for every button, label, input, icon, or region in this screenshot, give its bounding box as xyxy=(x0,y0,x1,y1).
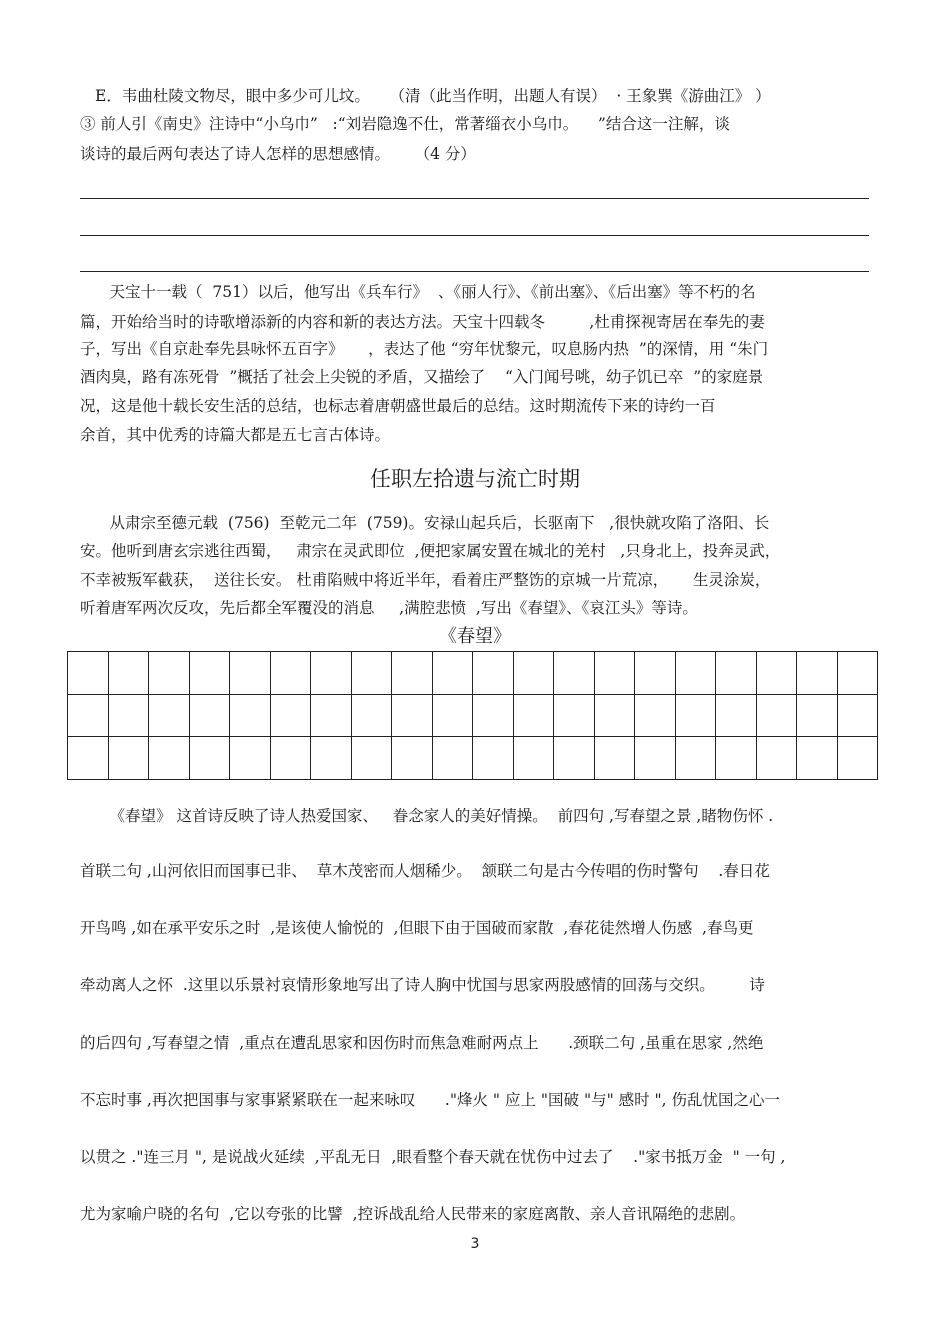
para1-line: 子，写出《自京赴奉先县咏怀五百字》 ，表达了他 “穷年忧黎元，叹息肠内热 ”的深情，用 “朱门 xyxy=(80,340,769,358)
poem-title: 《春望》 xyxy=(439,626,511,647)
grid-cell xyxy=(68,694,109,737)
grid-cell xyxy=(594,652,635,695)
para1-line: 天宝十一载（ 751）以后，他写出《兵车行》 、《丽人行》、《前出塞》、《后出塞》等不朽的名 xyxy=(80,283,756,301)
grid-cell xyxy=(594,737,635,780)
grid-cell xyxy=(108,737,149,780)
grid-cell xyxy=(189,652,230,695)
grid-cell xyxy=(635,737,676,780)
section-heading: 任职左拾遗与流亡时期 xyxy=(370,467,580,491)
grid-cell xyxy=(513,694,554,737)
grid-cell xyxy=(554,694,595,737)
grid-cell xyxy=(311,652,352,695)
grid-cell xyxy=(392,737,433,780)
grid-cell xyxy=(635,694,676,737)
writing-grid xyxy=(67,651,878,780)
grid-cell xyxy=(756,652,797,695)
option-e: E．韦曲杜陵文物尽，眼中多少可儿坟。 （清（此当作明，出题人有误） · 王象巽《游曲江》 ） xyxy=(95,87,771,105)
grid-cell xyxy=(189,737,230,780)
grid-cell xyxy=(837,694,878,737)
grid-cell xyxy=(392,652,433,695)
grid-cell xyxy=(351,694,392,737)
grid-cell xyxy=(797,694,838,737)
grid-cell xyxy=(837,652,878,695)
grid-cell xyxy=(270,652,311,695)
para1-line: 篇，开始给当时的诗歌增添新的内容和新的表达方法。天宝十四载冬 ,杜甫探视寄居在奉先的妻 xyxy=(80,313,765,331)
grid-cell xyxy=(675,737,716,780)
grid-cell xyxy=(594,694,635,737)
para2-line: 从肃宗至德元载 (756) 至乾元二年 (759)。安禄山起兵后，长驱南下 ,很快就攻陷了洛阳、长 xyxy=(80,514,770,532)
para3-line: 的后四句 ,写春望之情 ,重点在遭乱思家和因伤时而焦急难耐两点上 .颈联二句 ,虽重在思家 ,然绝 xyxy=(80,1034,764,1052)
grid-row xyxy=(68,652,878,695)
grid-cell xyxy=(149,652,190,695)
grid-cell xyxy=(554,652,595,695)
para1-line: 况，这是他十载长安生活的总结，也标志着唐朝盛世最后的总结。这时期流传下来的诗约一百 xyxy=(80,397,716,415)
grid-cell xyxy=(432,652,473,695)
answer-line-2 xyxy=(80,235,869,236)
grid-cell xyxy=(716,652,757,695)
grid-cell xyxy=(675,694,716,737)
para2-line: 不幸被叛军截获， 送往长安。 杜甫陷贼中将近半年，看着庄严整饬的京城一片荒凉， 生灵涂炭， xyxy=(80,571,771,589)
grid-cell xyxy=(270,694,311,737)
grid-cell xyxy=(432,737,473,780)
grid-cell xyxy=(473,694,514,737)
para3-line: 《春望》 这首诗反映了诗人热爱国家、 眷念家人的美好情操。 前四句 ,写春望之景 ,睹物伤怀 . xyxy=(80,807,774,825)
page-number: 3 xyxy=(470,1236,480,1252)
para3-line: 不忘时事 ,再次把国事与家事紧紧联在一起来咏叹 ."烽火 " 应上 "国破 "与" 感时 ", 伤乱忧国之心一 xyxy=(80,1091,781,1109)
grid-cell xyxy=(716,737,757,780)
grid-cell xyxy=(635,652,676,695)
grid-cell xyxy=(756,737,797,780)
para1-line: 酒肉臭，路有冻死骨 ”概括了社会上尖锐的矛盾，又描绘了 “入门闻号咷，幼子饥已卒 ”的家庭景 xyxy=(80,368,764,386)
grid-cell xyxy=(675,652,716,695)
grid-cell xyxy=(108,652,149,695)
grid-cell xyxy=(837,737,878,780)
grid-cell xyxy=(351,652,392,695)
grid-row xyxy=(68,694,878,737)
grid-cell xyxy=(513,737,554,780)
grid-cell xyxy=(230,694,271,737)
grid-cell xyxy=(716,694,757,737)
grid-cell xyxy=(473,652,514,695)
answer-line-1 xyxy=(80,198,869,199)
grid-cell xyxy=(797,737,838,780)
para3-line: 开鸟鸣 ,如在承平安乐之时 ,是该使人愉悦的 ,但眼下由于国破而家散 ,春花徒然增人伤感 ,春鸟更 xyxy=(80,919,754,937)
grid-cell xyxy=(68,737,109,780)
grid-cell xyxy=(230,652,271,695)
answer-line-3 xyxy=(80,271,869,272)
para3-line: 首联二句 ,山河依旧而国事已非、 草木茂密而人烟稀少。 颔联二句是古今传唱的伤时警句 .春日花 xyxy=(80,862,770,880)
grid-cell xyxy=(189,694,230,737)
para3-line: 牵动离人之怀 .这里以乐景衬哀情形象地写出了诗人胸中忧国与思家两股感情的回荡与交织。 诗 xyxy=(80,976,765,994)
grid-cell xyxy=(68,652,109,695)
para2-line: 听着唐军两次反攻，先后都全军覆没的消息 ,满腔悲愤 ,写出《春望》、《哀江头》等诗。 xyxy=(80,599,698,617)
para2-line: 安。他听到唐玄宗逃往西蜀， 肃宗在灵武即位 ,便把家属安置在城北的羌村 ,只身北上，投奔灵武， xyxy=(80,542,781,560)
grid-cell xyxy=(351,737,392,780)
para3-line: 尤为家喻户晓的名句 ,它以夸张的比譬 ,控诉战乱给人民带来的家庭离散、亲人音讯隔绝的悲剧。 xyxy=(80,1205,746,1223)
grid-cell xyxy=(756,694,797,737)
grid-cell xyxy=(797,652,838,695)
para1-line: 余首，其中优秀的诗篇大都是五七言古体诗。 xyxy=(80,426,391,444)
grid-cell xyxy=(270,737,311,780)
grid-cell xyxy=(230,737,271,780)
grid-row xyxy=(68,737,878,780)
question-3-line1: ③ 前人引《南史》注诗中“小乌巾” :“刘岩隐逸不仕，常著缁衣小乌巾。 ”结合这一注解，谈 xyxy=(80,115,730,133)
question-3-line2: 谈诗的最后两句表达了诗人怎样的思想感情。 （4 分） xyxy=(80,145,476,163)
grid-cell xyxy=(311,694,352,737)
grid-cell xyxy=(149,694,190,737)
para3-line: 以贯之 ."连三月 ", 是说战火延续 ,平乱无日 ,眼看整个春天就在忧伤中过去了 ."家书抵万金 " 一句 , xyxy=(80,1148,786,1166)
grid-cell xyxy=(149,737,190,780)
grid-cell xyxy=(432,694,473,737)
grid-cell xyxy=(392,694,433,737)
grid-cell xyxy=(554,737,595,780)
grid-cell xyxy=(473,737,514,780)
grid-cell xyxy=(311,737,352,780)
grid-cell xyxy=(513,652,554,695)
grid-cell xyxy=(108,694,149,737)
